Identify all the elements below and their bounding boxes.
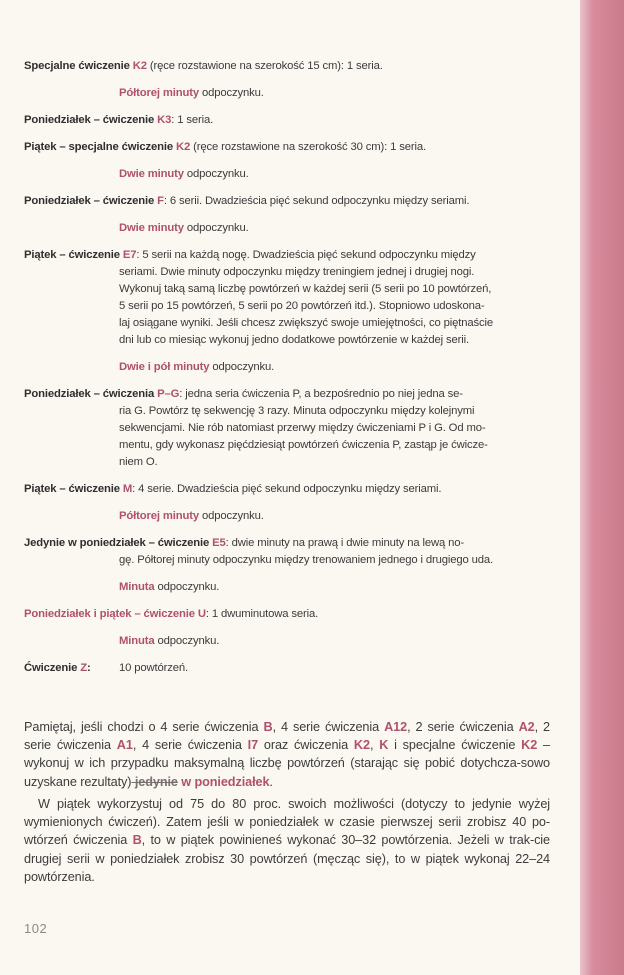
entry-line: laj osiągane wyniki. Jeśli chcesz zwiększyć swoje umiejętności, co piętnaście <box>119 317 493 329</box>
schedule-entry: Ćwiczenie Z: 10 powtórzeń. <box>24 662 189 674</box>
schedule-entry: Poniedziałek – ćwiczenie F: 6 serii. Dwadzieścia pięć sekund odpoczynku między seriami. <box>24 195 470 207</box>
rest-note: Półtorej minuty odpoczynku. <box>119 510 264 522</box>
schedule-entry: Jedynie w poniedziałek – ćwiczenie E5: dwie minuty na prawą i dwie minuty na lewą no- gę. Półtorej minuty odpoczynku między trenowaniem jednego i drugiego uda. <box>24 535 532 569</box>
summary-paragraph: Pamiętaj, jeśli chodzi o 4 serie ćwiczenia B, 4 serie ćwiczenia A12, 2 serie ćwiczenia A2, 2 serie ćwiczenia A1, 4 serie ćwiczenia I7 oraz ćwiczenia K2, K i specjalne ćwiczenie K2 – wykonuj w ich przypadku maksymalną liczbę powtórzeń (starając się pobić dotychcza-sowo uzyskane rezultaty) jedynie w poniedziałek. <box>24 720 550 789</box>
schedule-entry: Piątek – specjalne ćwiczenie K2 (ręce rozstawione na szerokość 30 cm): 1 seria. <box>24 141 426 153</box>
schedule-entry: Piątek – ćwiczenie M: 4 serie. Dwadzieścia pięć sekund odpoczynku między seriami. <box>24 483 442 495</box>
rest-note: Dwie minuty odpoczynku. <box>119 222 249 234</box>
entry-line: niem O. <box>119 456 158 468</box>
page-edge-tab <box>580 0 624 975</box>
handwritten-note: w poniedziałek <box>177 774 270 789</box>
entry-line: gę. Półtorej minuty odpoczynku między trenowaniem jednego i drugiego uda. <box>119 554 493 566</box>
schedule-entry: Poniedziałek – ćwiczenia P–G: jedna seria ćwiczenia P, a bezpośrednio po niej jedna se- ria G. Powtórz tę sekwencję 3 razy. Minuta odpoczynku między kolejnymi sekwencjami. Nie rób natomiast przerwy między ćwiczeniami P i G. Od mo- mentu, gdy wykonasz pięćdziesiąt powtórzeń ćwiczenia P, zastąp je ćwicze- niem O. <box>24 386 532 471</box>
rest-note: Minuta odpoczynku. <box>119 635 220 647</box>
entry-line: mentu, gdy wykonasz pięćdziesiąt powtórzeń ćwiczenia P, zastąp je ćwicze- <box>119 439 488 451</box>
schedule-entry: Specjalne ćwiczenie K2 (ręce rozstawione na szerokość 15 cm): 1 seria. <box>24 60 383 72</box>
schedule-entry: Piątek – ćwiczenie E7: 5 serii na każdą nogę. Dwadzieścia pięć sekund odpoczynku między seriami. Dwie minuty odpoczynku między treningiem jednej i drugiej nogi. Wykonuj taką samą liczbę powtórzeń w każdej serii (5 serii po 10 powtórzeń, 5 serii po 15 powtórzeń, 5 serii po 20 powtórzeń itd.). Stopniowo udoskona- laj osiągane wyniki. Jeśli chcesz zwiększyć swoje umiejętności, co piętnaście dni lub co miesiąc wykonuj jedno dodatkowe powtórzenie w każdej serii. <box>24 247 532 349</box>
entry-line: dni lub co miesiąc wykonuj jedno dodatkowe powtórzenie w każdej serii. <box>119 334 469 346</box>
schedule-entry: Poniedziałek – ćwiczenie K3: 1 seria. <box>24 114 214 126</box>
rest-note: Dwie minuty odpoczynku. <box>119 168 249 180</box>
rest-note: Półtorej minuty odpoczynku. <box>119 87 264 99</box>
struck-text: jedynie <box>131 774 178 789</box>
summary-paragraph: W piątek wykorzystuj od 75 do 80 proc. swoich możliwości (dotyczy to jedynie wyżej wymienionych ćwiczeń). Zatem jeśli w poniedziałek w czasie pierwszej serii zrobisz 40 po-wtórzeń ćwiczenia B, to w piątek powinieneś wykonać 30–32 powtórzenia. Jeżeli w trak-cie drugiej serii w poniedziałek zrobisz 30 powtórzeń (męcząc się), to w piątek wykonaj 22–24 powtórzenia. <box>24 797 550 884</box>
page-number: 102 <box>24 921 48 936</box>
entry-line: Wykonuj taką samą liczbę powtórzeń w każdej serii (5 serii po 10 powtórzeń, <box>119 283 492 295</box>
exercise-schedule <box>24 58 532 687</box>
entry-line: 5 serii po 15 powtórzeń, 5 serii po 20 powtórzeń itd.). Stopniowo udoskona- <box>119 300 485 312</box>
rest-note: Minuta odpoczynku. <box>119 581 220 593</box>
entry-line: ria G. Powtórz tę sekwencję 3 razy. Minuta odpoczynku między kolejnymi <box>119 405 475 417</box>
entry-line: sekwencjami. Nie rób natomiast przerwy między ćwiczeniami P i G. Od mo- <box>119 422 486 434</box>
schedule-entry: Poniedziałek i piątek – ćwiczenie U: 1 dwuminutowa seria. <box>24 608 319 620</box>
entry-line: seriami. Dwie minuty odpoczynku między treningiem jednej i drugiej nogi. <box>119 266 475 278</box>
rest-note: Dwie i pół minuty odpoczynku. <box>119 361 275 373</box>
